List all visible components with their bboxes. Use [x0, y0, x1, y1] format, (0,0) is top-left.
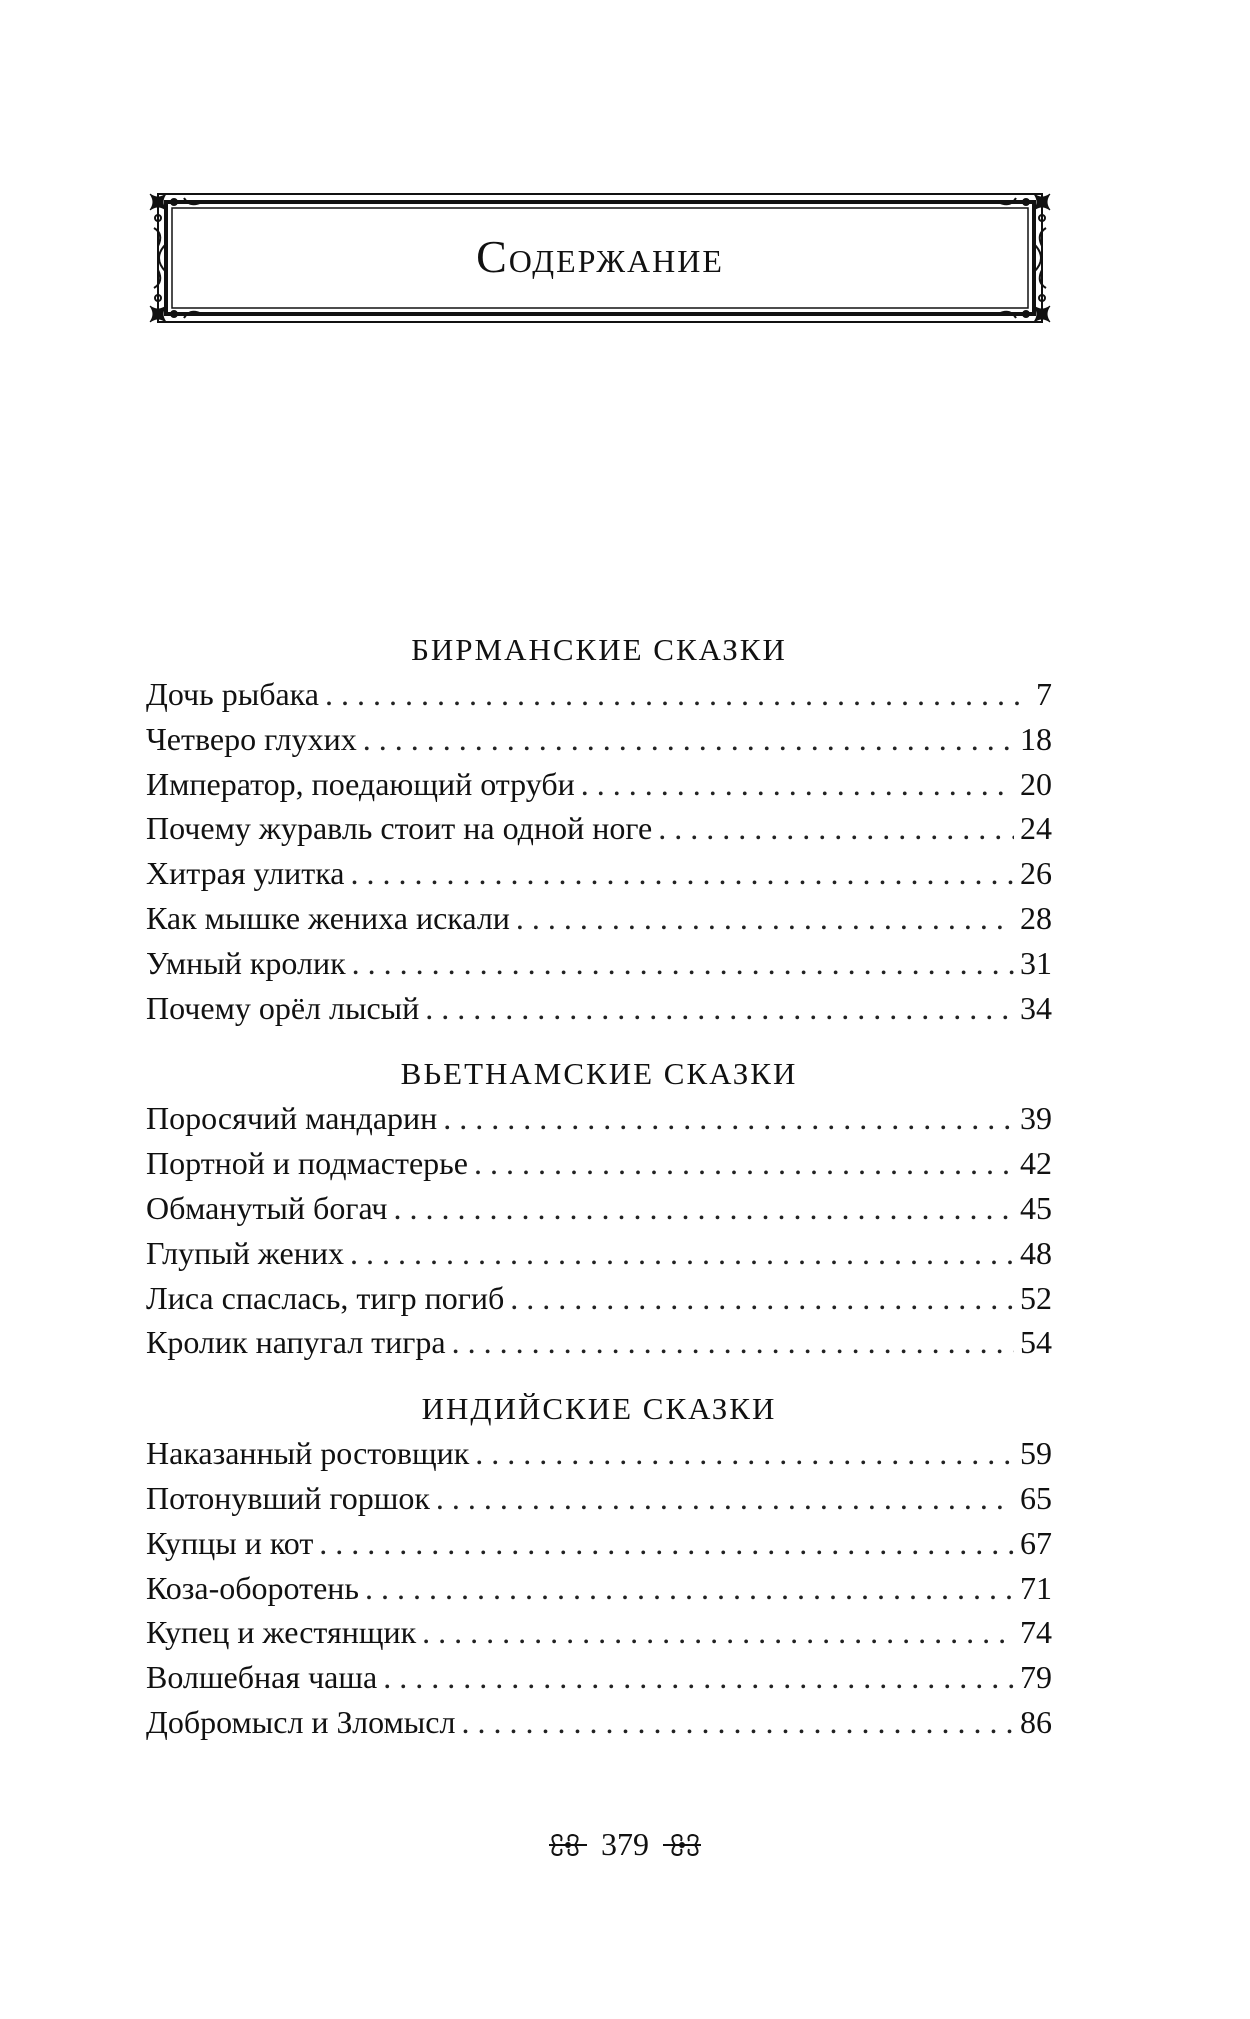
entry-title: Волшебная чаша	[146, 1659, 378, 1696]
toc-entry	[146, 1320, 1052, 1365]
toc-entry	[146, 1276, 1052, 1321]
toc-entry	[146, 762, 1052, 807]
toc-entry	[146, 1610, 1052, 1655]
scroll-ornament-icon	[545, 1832, 591, 1858]
entry-title: Император, поедающий отруби	[146, 765, 575, 802]
dot-leader	[581, 762, 1014, 807]
folio	[0, 1826, 1250, 1863]
toc-section	[146, 1387, 1052, 1745]
dot-leader	[510, 1276, 1014, 1321]
section-heading: ВЬЕТНАМСКИЕ СКАЗКИ	[400, 1056, 798, 1092]
toc-entry	[146, 1566, 1052, 1611]
entry-page-number: 71	[1020, 1569, 1052, 1606]
entry-page-number: 67	[1020, 1524, 1052, 1561]
dot-leader	[325, 672, 1030, 717]
entry-title: Хитрая улитка	[146, 855, 345, 892]
entry-title: Четверо глухих	[146, 720, 357, 757]
entry-page-number: 52	[1020, 1279, 1052, 1316]
toc-entry	[146, 1521, 1052, 1566]
dot-leader	[658, 806, 1014, 851]
entry-title: Дочь рыбака	[146, 676, 319, 712]
toc-entry	[146, 1700, 1052, 1745]
entry-page-number: 86	[1020, 1703, 1052, 1740]
entry-list	[146, 1096, 1052, 1365]
entry-page-number: 26	[1020, 855, 1052, 892]
dot-leader	[516, 896, 1014, 941]
toc-section	[146, 1052, 1052, 1365]
entry-page-number: 31	[1020, 944, 1052, 981]
entry-title: Умный кролик	[146, 944, 346, 981]
entry-title: Кролик напугал тигра	[146, 1324, 446, 1361]
entry-page-number: 79	[1020, 1659, 1052, 1696]
entry-title: Коза-оборотень	[146, 1569, 360, 1606]
dot-leader	[350, 1231, 1014, 1276]
dot-leader	[443, 1096, 1014, 1141]
table-of-contents	[146, 628, 1052, 1745]
toc-entry	[146, 1431, 1052, 1476]
toc-entry	[146, 1186, 1052, 1231]
entry-title: Почему журавль стоит на одной ноге	[146, 810, 653, 847]
dot-leader	[474, 1141, 1014, 1186]
entry-page-number: 48	[1020, 1234, 1052, 1271]
entry-title: Лиса спаслась, тигр погиб	[146, 1279, 505, 1316]
entry-page-number: 74	[1020, 1614, 1052, 1651]
toc-entry	[146, 806, 1052, 851]
toc-entry	[146, 1141, 1052, 1186]
page-title: Содержание	[476, 231, 724, 282]
entry-page-number: 28	[1020, 899, 1052, 936]
dot-leader	[383, 1655, 1014, 1700]
dot-leader	[365, 1566, 1014, 1611]
dot-leader	[352, 941, 1014, 986]
entry-title: Потонувший горшок	[146, 1479, 430, 1516]
dot-leader	[422, 1610, 1014, 1655]
toc-entry	[146, 941, 1052, 986]
entry-page-number: 39	[1020, 1100, 1052, 1137]
page-number: 379	[601, 1826, 649, 1862]
dot-leader	[461, 1700, 1014, 1745]
entry-title: Купцы и кот	[146, 1524, 314, 1561]
toc-entry	[146, 717, 1052, 762]
toc-section	[146, 628, 1052, 1030]
dot-leader	[393, 1186, 1014, 1231]
dot-leader	[452, 1320, 1014, 1365]
dot-leader	[363, 717, 1014, 762]
section-heading: ИНДИЙСКИЕ СКАЗКИ	[421, 1391, 777, 1427]
dot-leader	[425, 986, 1014, 1031]
entry-page-number: 7	[1036, 676, 1052, 712]
toc-entry	[146, 1096, 1052, 1141]
entry-title: Как мышке жениха искали	[146, 899, 510, 936]
entry-title: Глупый жених	[146, 1234, 344, 1271]
toc-entry	[146, 672, 1052, 717]
entry-title: Поросячий мандарин	[146, 1100, 438, 1137]
entry-page-number: 54	[1020, 1324, 1052, 1361]
entry-page-number: 18	[1020, 720, 1052, 757]
entry-title: Почему орёл лысый	[146, 989, 420, 1026]
entry-page-number: 20	[1020, 765, 1052, 802]
entry-page-number: 45	[1020, 1189, 1052, 1226]
dot-leader	[475, 1431, 1014, 1476]
entry-list	[146, 1431, 1052, 1745]
section-heading: БИРМАНСКИЕ СКАЗКИ	[411, 632, 787, 667]
entry-page-number: 42	[1020, 1145, 1052, 1182]
entry-page-number: 34	[1020, 989, 1052, 1026]
entry-page-number: 59	[1020, 1435, 1052, 1472]
dot-leader	[350, 851, 1014, 896]
entry-title: Купец и жестянщик	[146, 1614, 417, 1651]
toc-entry	[146, 1655, 1052, 1700]
entry-title: Наказанный ростовщик	[146, 1435, 470, 1472]
toc-entry	[146, 1476, 1052, 1521]
title-frame	[140, 188, 1060, 328]
entry-title: Обманутый богач	[146, 1189, 388, 1226]
entry-page-number: 65	[1020, 1479, 1052, 1516]
dot-leader	[319, 1521, 1014, 1566]
toc-entry	[146, 986, 1052, 1031]
toc-entry	[146, 851, 1052, 896]
entry-page-number: 24	[1020, 810, 1052, 847]
toc-entry	[146, 896, 1052, 941]
entry-title: Портной и подмастерье	[146, 1145, 468, 1182]
scroll-ornament-icon	[659, 1832, 705, 1858]
toc-entry	[146, 1231, 1052, 1276]
dot-leader	[436, 1476, 1014, 1521]
entry-title: Добромысл и Зломысл	[146, 1703, 456, 1740]
entry-list	[146, 672, 1052, 1030]
